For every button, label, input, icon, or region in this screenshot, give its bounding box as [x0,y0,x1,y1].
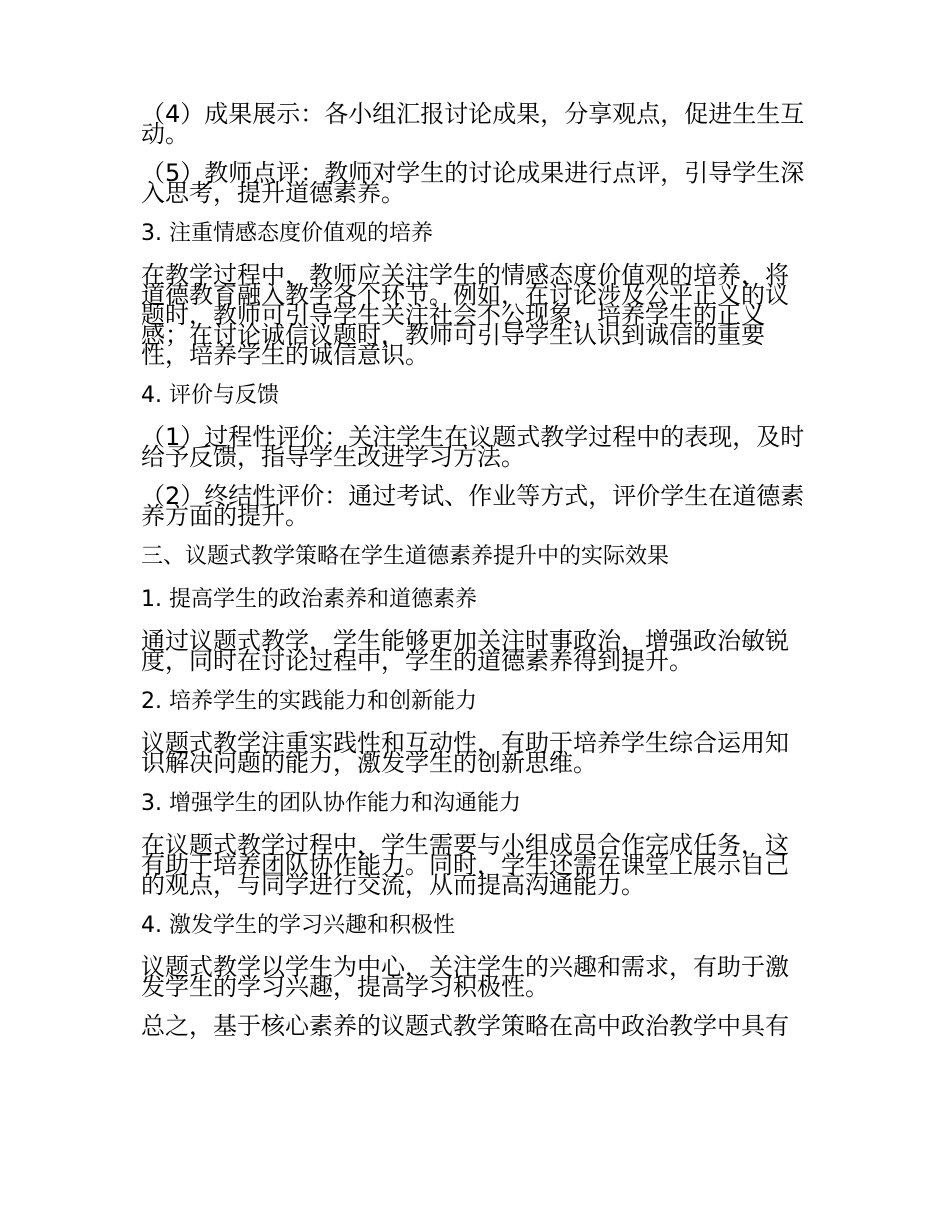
heading-teamwork-communication: 3. 增强学生的团队协作能力和沟通能力 [141,791,521,816]
paragraph-learning-interest: 议题式教学以学生为中心，关注学生的兴趣和需求，有助于激发学生的学习兴趣，提高学习积极性。 [141,953,789,1001]
heading-values-cultivation: 3. 注重情感态度价值观的培养 [141,221,433,246]
heading-evaluation-feedback: 4. 评价与反馈 [141,383,279,408]
document-body [141,100,811,1040]
paragraph-outcome-display: （4）成果展示：各小组汇报讨论成果，分享观点，促进生生互动。 [141,100,805,148]
heading-practice-innovation: 2. 培养学生的实践能力和创新能力 [141,689,477,714]
paragraph-practice-innovation: 议题式教学注重实践性和互动性，有助于培养学生综合运用知识解决问题的能力，激发学生的创新思维。 [141,729,789,777]
section-heading-actual-effects: 三、议题式教学策略在学生道德素养提升中的实际效果 [141,544,670,569]
paragraph-teacher-comment: （5）教师点评：教师对学生的讨论成果进行点评，引导学生深入思考，提升道德素养。 [141,159,805,207]
spacer [141,569,811,588]
heading-learning-interest: 4. 激发学生的学习兴趣和积极性 [141,913,455,938]
paragraph-conclusion: 总之，基于核心素养的议题式教学策略在高中政治教学中具有 [141,1012,789,1040]
paragraph-process-evaluation: （1）过程性评价：关注学生在议题式教学过程中的表现，及时给予反馈，指导学生改进学习方法。 [141,423,805,471]
paragraph-political-moral-literacy: 通过议题式教学，学生能够更加关注时事政治，增强政治敏锐度，同时在讨论过程中，学生的道德素养得到提升。 [141,627,789,675]
heading-political-moral-literacy: 1. 提高学生的政治素养和道德素养 [141,587,477,612]
paragraph-summative-evaluation: （2）终结性评价：通过考试、作业等方式，评价学生在道德素养方面的提升。 [141,482,805,530]
paragraph-teamwork-communication: 在议题式教学过程中，学生需要与小组成员合作完成任务，这有助于培养团队协作能力。同时，学生还需在课堂上展示自己的观点，与同学进行交流，从而提高沟通能力。 [141,831,789,899]
paragraph-values-cultivation: 在教学过程中，教师应关注学生的情感态度价值观的培养，将道德教育融入教学各个环节。例如，在讨论涉及公平正义的议题时，教师可引导学生关注社会不公现象，培养学生的正义感；在讨论诚信议题时，教师可引导学生认识到诚信的重要性，培养学生的诚信意识。 [141,261,789,369]
